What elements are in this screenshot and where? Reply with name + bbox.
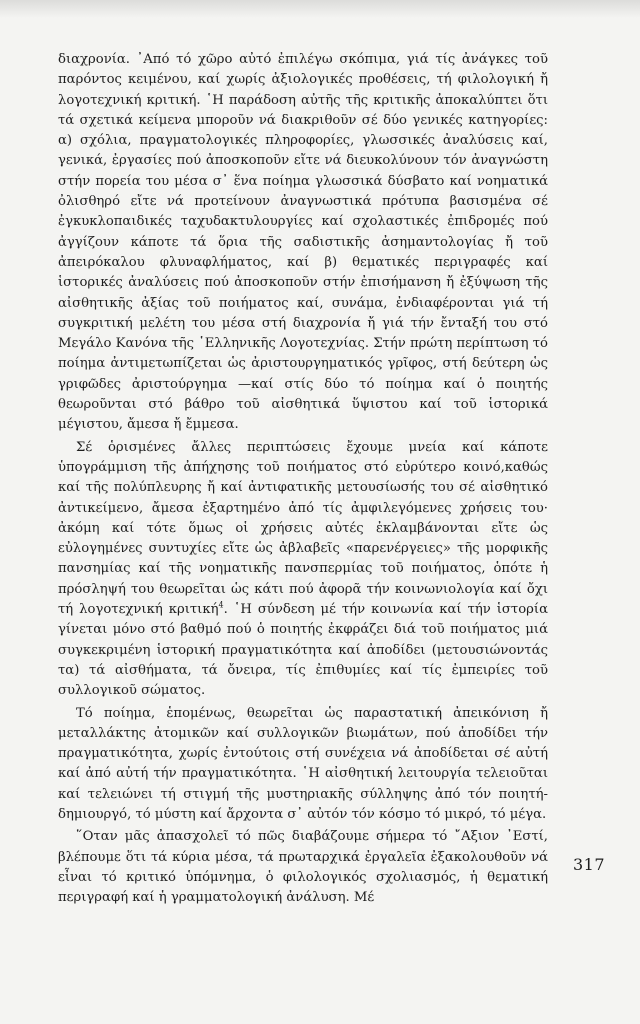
paragraph-1: διαχρονία. ᾽Από τό χῶρο αὐτό ἐπιλέγω σκόπιμα, γιά τίς ἀνάγκες τοῦ παρόντος κειμένου, καί χωρίς ἀξιολογικές προθέσεις, τή φιλολογική ἤ λογοτεχνική κριτική. ῾Η παράδοση αὐτῆς τῆς κριτικῆς ἀποκαλύπτει ὅτι τά σχετικά κείμενα μποροῦν νά διακριθοῦν σέ δύο γενικές κατηγορίες: α) σχόλια, πραγματολογικές πληροφορίες, γλωσσικές ἀναλύσεις καί, γενικά, ἐργασίες πού ἀποσκοποῦν εἴτε νά διευκολύνουν τόν ἀναγνώστη στήν πορεία του μέσα σ᾽ ἕνα ποίημα γλωσσικά δύσβατο καί νοηματικά ὀλισθηρό εἴτε νά προτείνουν ἀναγνωστικά πρότυπα βασισμένα σέ ἐγκυκλοπαιδικές ταχυδακτυλουργίες καί σχολαστικές ἐπιδρομές πού ἀγγίζουν κάποτε τά ὅρια τῆς σαδιστικῆς ἀσημαντολογίας ἤ τοῦ ἀπειρόκαλου φλυναφλήματος, καί β) θεματικές περιγραφές καί ἱστορικές ἀναλύσεις πού ἀποσκοποῦν στήν ἐπισήμανση ἤ ἐξύψωση τῆς αἰσθητικῆς ἀξίας τοῦ ποιήματος καί, συνάμα, ἐνδιαφέρονται γιά τή συγκριτική μελέτη του μέσα στή διαχρονία ἤ γιά τήν ἔνταξή του στό Μεγάλο Κανόνα τῆς ῾Ελληνικῆς Λογοτεχνίας. Στήν πρώτη περίπτωση τό ποίημα ἀντιμετωπίζεται ὡς ἀριστουργηματικός γρῖφος, στή δεύτερη ὡς γριφῶδες ἀριστούργημα —καί στίς δύο τό ποίημα καί ὁ ποιητής θεωροῦνται στό βάθρο τοῦ αἰσθητικά ὕψιστου καί τοῦ ἱστορικά μέγιστου, ἄμεσα ἤ ἔμμεσα. <box>58 52 548 433</box>
paragraph-2-text-after: . ῾Η σύνδεση μέ τήν κοινωνία καί τήν ἱστορία γίνεται μόνο στό βαθμό πού ὁ ποιητής ἐκφράζει διά τοῦ ποιήματος μιά συγκεκριμένη ἱστορική πραγματικότητα καί ἀποδίδει (μετουσιώνοντάς τα) τά αἰσθήματα, τά ὄνειρα, τίς ἐπιθυμίες καί τίς ἐμπειρίες τοῦ συλλογικοῦ σώματος. <box>58 602 548 699</box>
paragraph-2-text: Σέ ὁρισμένες ἄλλες περιπτώσεις ἔχουμε μνεία καί κάποτε ὑπογράμμιση τῆς ἀπήχησης τοῦ ποιήματος στό εὐρύτερο κοινό,καθώς καί τῆς πολύπλευρης ἤ καί ἀντιφατικῆς μετουσίωσής του σέ αἰσθητικό ἀντικείμενο, ἄμεσα ἐξαρτημένο ἀπό τίς ἀμφιλεγόμενες χρήσεις του· ἀκόμη καί τότε ὅμως οἱ χρήσεις αὐτές ἐκλαμβάνονται εἴτε ὡς εὐλογημένες συντυχίες εἴτε ὡς ἀβλαβεῖς «παρενέργειες» τῆς μορφικῆς πανσημίας καί τῆς νοηματικῆς πανσπερμίας τοῦ ποιήματος, ὁπότε ἡ πρόσληψή του θεωρεῖται ὡς κάτι πού ἀφορᾶ τήν κοινωνιολογία καί ὄχι τή λογοτεχνική κριτική <box>58 439 548 618</box>
footnote-marker: 4 <box>218 600 224 610</box>
page-number: 317 <box>573 855 606 874</box>
scan-edge-shadow <box>0 0 640 18</box>
body-text <box>58 50 548 908</box>
paragraph-2 <box>58 438 548 702</box>
paragraph-3: Τό ποίημα, ἑπομένως, θεωρεῖται ὡς παραστατική ἀπεικόνιση ἤ μεταλλάκτης ἀτομικῶν καί συλλογικῶν βιωμάτων, πού ἀποδίδει τήν πραγματικότητα, χωρίς ἐντούτοις στή συνέχεια νά ἀποδίδεται σέ αὐτή καί ἀπό αὐτή τήν πραγματικότητα. ῾Η αἰσθητική λειτουργία τελειοῦται καί τελειώνει τή στιγμή τῆς μυστηριακῆς σύλληψης ἀπό τόν ποιητή-δημιουργό, τό μύστη καί ἄρχοντα σ᾽ αὐτόν τόν κόσμο τό μικρό, τό μέγα. <box>58 705 548 822</box>
paragraph-4: ῞Οταν μᾶς ἀπασχολεῖ τό πῶς διαβάζουμε σήμερα τό ῎Αξιον ᾽Εστί, βλέπουμε ὅτι τά κύρια μέσα, τά πρωταρχικά ἐργαλεῖα ἐξακολουθοῦν νά εἶναι τό κριτικό ὑπόμνημα, ὁ φιλολογικός σχολιασμός, ἡ θεματική περιγραφή καί ἡ γραμματολογική ἀνάλυση. Μέ <box>58 829 548 906</box>
